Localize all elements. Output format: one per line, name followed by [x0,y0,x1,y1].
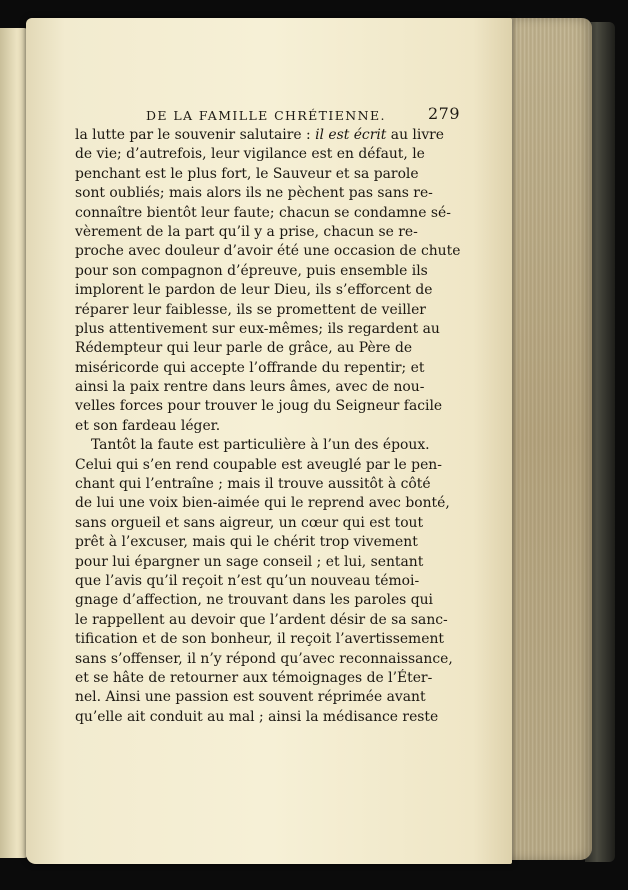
text-line: de vie; d’autrefois, leur vigilance est en défaut, le [75,146,425,163]
text-line: et se hâte de retourner aux témoignages de l’Éter- [75,669,433,686]
text-line: tification et de son bonheur, il reçoit l’avertissement [75,631,444,648]
text-line: que l’avis qu’il reçoit n’est qu’un nouveau témoi- [75,572,420,589]
paragraph-end-line: et son fardeau léger. [75,417,221,434]
text-line: plus attentivement sur eux-mêmes; ils regardent au [75,320,440,337]
body-text [75,126,461,727]
text-line: de lui une voix bien-aimée qui le reprend avec bonté, [75,495,450,512]
facing-page-edge [0,28,28,858]
text-line: gnage d’affection, ne trouvant dans les paroles qui [75,592,433,609]
text-line: miséricorde qui accepte l’offrande du repentir; et [75,359,425,376]
text-line: réparer leur faiblesse, ils se promettent de veiller [75,301,426,318]
text-line: implorent le pardon de leur Dieu, ils s’efforcent de [75,282,433,299]
text-line: chant qui l’entraîne ; mais il trouve aussitôt à côté [75,476,431,493]
page-block-edge [500,18,592,860]
running-title: DE LA FAMILLE CHRÉTIENNE. [146,108,386,123]
text-line: proche avec douleur d’avoir été une occasion de chute [75,243,461,260]
text-line: connaître bientôt leur faute; chacun se condamne sé- [75,204,451,221]
page-header [60,104,464,126]
text-line: qu’elle ait conduit au mal ; ainsi la médisance reste [75,708,439,725]
text-line: le rappellent au devoir que l’ardent désir de sa sanc- [75,611,448,628]
italic-quote: il est écrit [315,127,387,143]
paragraph-start-line: Tantôt la faute est particulière à l’un des époux. [91,437,430,454]
page-number: 279 [427,104,460,123]
text-line: sans s’offenser, il n’y répond qu’avec reconnaissance, [75,650,453,667]
text-line: velles forces pour trouver le joug du Seigneur facile [75,398,443,415]
text-line: Celui qui s’en rend coupable est aveuglé par le pen- [75,456,442,473]
text-line: ainsi la paix rentre dans leurs âmes, avec de nou- [75,379,425,396]
text-line: Rédempteur qui leur parle de grâce, au Père de [75,340,413,357]
text-line: la lutte par le souvenir salutaire : il est écrit au livre [75,127,445,143]
text-line: vèrement de la part qu’il y a prise, chacun se re- [75,223,418,240]
text-line: pour son compagnon d’épreuve, puis ensemble ils [75,262,428,279]
text-line: sont oubliés; mais alors ils ne pèchent pas sans re- [75,185,433,202]
text-line: nel. Ainsi une passion est souvent réprimée avant [75,689,426,706]
text-line: prêt à l’excuser, mais qui le chérit trop vivement [75,534,418,551]
text-line: penchant est le plus fort, le Sauveur et sa parole [75,165,419,182]
text-line: pour lui épargner un sage conseil ; et lui, sentant [75,553,424,570]
text-line: sans orgueil et sans aigreur, un cœur qui est tout [75,514,424,531]
